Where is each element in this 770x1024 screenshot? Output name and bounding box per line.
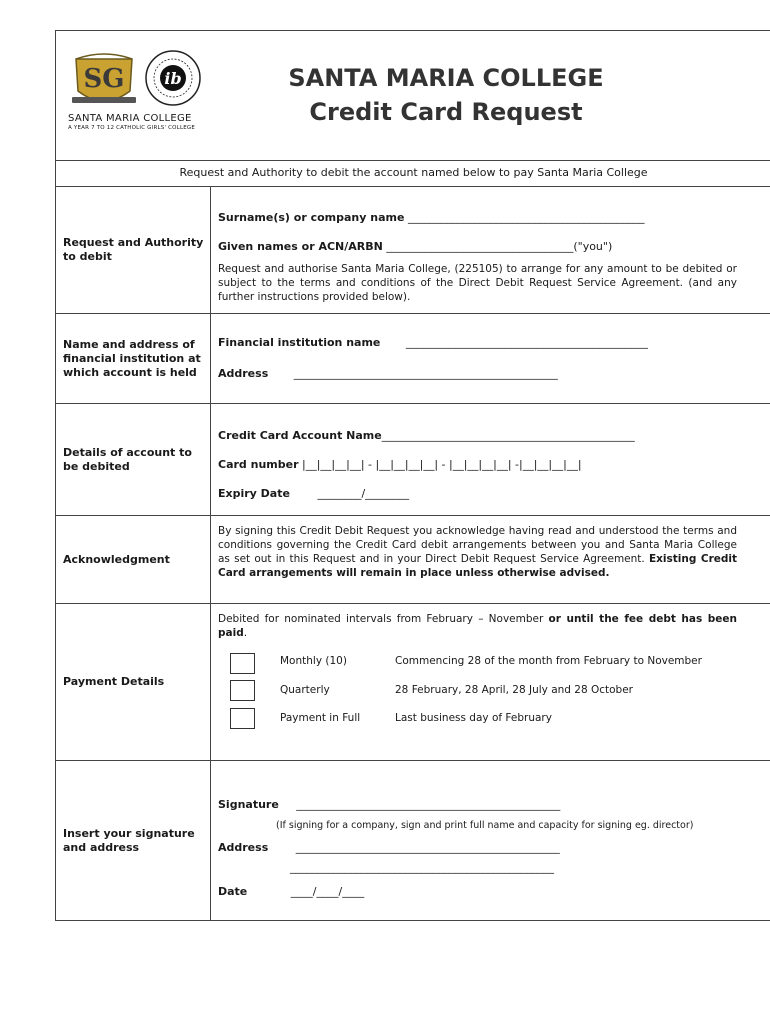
- option-name: Payment in Full: [280, 712, 361, 724]
- option-description: Commencing 28 of the month from February to November: [395, 655, 702, 667]
- financial-institution-row: [56, 314, 770, 404]
- date-field[interactable]: Date ____/____/____: [218, 885, 365, 898]
- signature-row: [56, 761, 770, 920]
- payment-in-full-checkbox[interactable]: [230, 708, 255, 729]
- option-description: Last business day of February: [395, 712, 552, 724]
- given-names-field[interactable]: Given names or ACN/ARBN __________________________________("you"): [218, 240, 613, 253]
- row-label: Name and address of financial institution at which account is held: [56, 314, 211, 403]
- row-label: Acknowledgment: [56, 516, 211, 603]
- title-form-name: Credit Card Request: [309, 98, 583, 126]
- signature-address-field[interactable]: Address ________________________________________________: [218, 841, 560, 854]
- account-name-field[interactable]: Credit Card Account Name______________________________________________: [218, 429, 635, 442]
- payment-details-row: [56, 604, 770, 761]
- authorisation-text: Request and authorise Santa Maria College, (225105) to arrange for any amount to be debited or subject to the terms and conditions of the Direct Debit Request Service Agreement. (and any further instructions provided below).: [218, 263, 737, 303]
- ib-world-school-logo: [144, 49, 202, 107]
- option-description: 28 February, 28 April, 28 July and 28 October: [395, 684, 634, 696]
- request-authority-row: [56, 186, 770, 314]
- signature-address-line2[interactable]: ________________________________________________: [290, 861, 554, 874]
- quarterly-checkbox[interactable]: [230, 680, 255, 701]
- institution-address-field[interactable]: Address ________________________________________________: [218, 367, 558, 380]
- form-header: [56, 31, 770, 161]
- signature-field[interactable]: Signature ________________________________________________: [218, 798, 561, 811]
- logo-college-name: SANTA MARIA COLLEGE: [68, 113, 192, 124]
- row-label: Details of account to be debited: [56, 404, 211, 515]
- form-title: [246, 61, 646, 129]
- acknowledgment-row: [56, 516, 770, 604]
- svg-text:ib: ib: [164, 69, 182, 88]
- institution-name-field[interactable]: Financial institution name ____________________________________________: [218, 336, 648, 349]
- logo-tagline: A YEAR 7 TO 12 CATHOLIC GIRLS' COLLEGE: [68, 125, 196, 131]
- signature-note: (If signing for a company, sign and print full name and capacity for signing eg. director): [276, 820, 694, 831]
- monthly-checkbox[interactable]: [230, 653, 255, 674]
- option-name: Quarterly: [280, 684, 330, 696]
- payment-intro: Debited for nominated intervals from February – November or until the fee debt has been paid.: [218, 613, 738, 639]
- row-label: Payment Details: [56, 604, 211, 760]
- title-college: SANTA MARIA COLLEGE: [288, 64, 604, 92]
- row-label: Request and Authority to debit: [56, 186, 211, 313]
- intro-strip: Request and Authority to debit the account named below to pay Santa Maria College: [56, 160, 770, 187]
- option-name: Monthly (10): [280, 655, 347, 667]
- account-details-row: [56, 404, 770, 516]
- acknowledgment-text: By signing this Credit Debit Request you acknowledge having read and understood the terms and conditions governing the Credit Card debit arrangements between you and Santa Maria College as set out in this Request and in your Direct Debit Request Service Agreement. Existing Credit Card arrangements will remain in place unless otherwise advised.: [218, 525, 738, 579]
- expiry-date-field[interactable]: Expiry Date ________/________: [218, 487, 410, 500]
- surname-field[interactable]: Surname(s) or company name ___________________________________________: [218, 211, 645, 224]
- svg-text:SG: SG: [83, 64, 125, 94]
- card-number-field[interactable]: Card number |__|__|__|__| - |__|__|__|__| - |__|__|__|__| -|__|__|__|__|: [218, 458, 582, 471]
- row-label: Insert your signature and address: [56, 761, 211, 920]
- credit-card-request-form: [55, 30, 770, 921]
- sg-crest-logo: [70, 51, 138, 113]
